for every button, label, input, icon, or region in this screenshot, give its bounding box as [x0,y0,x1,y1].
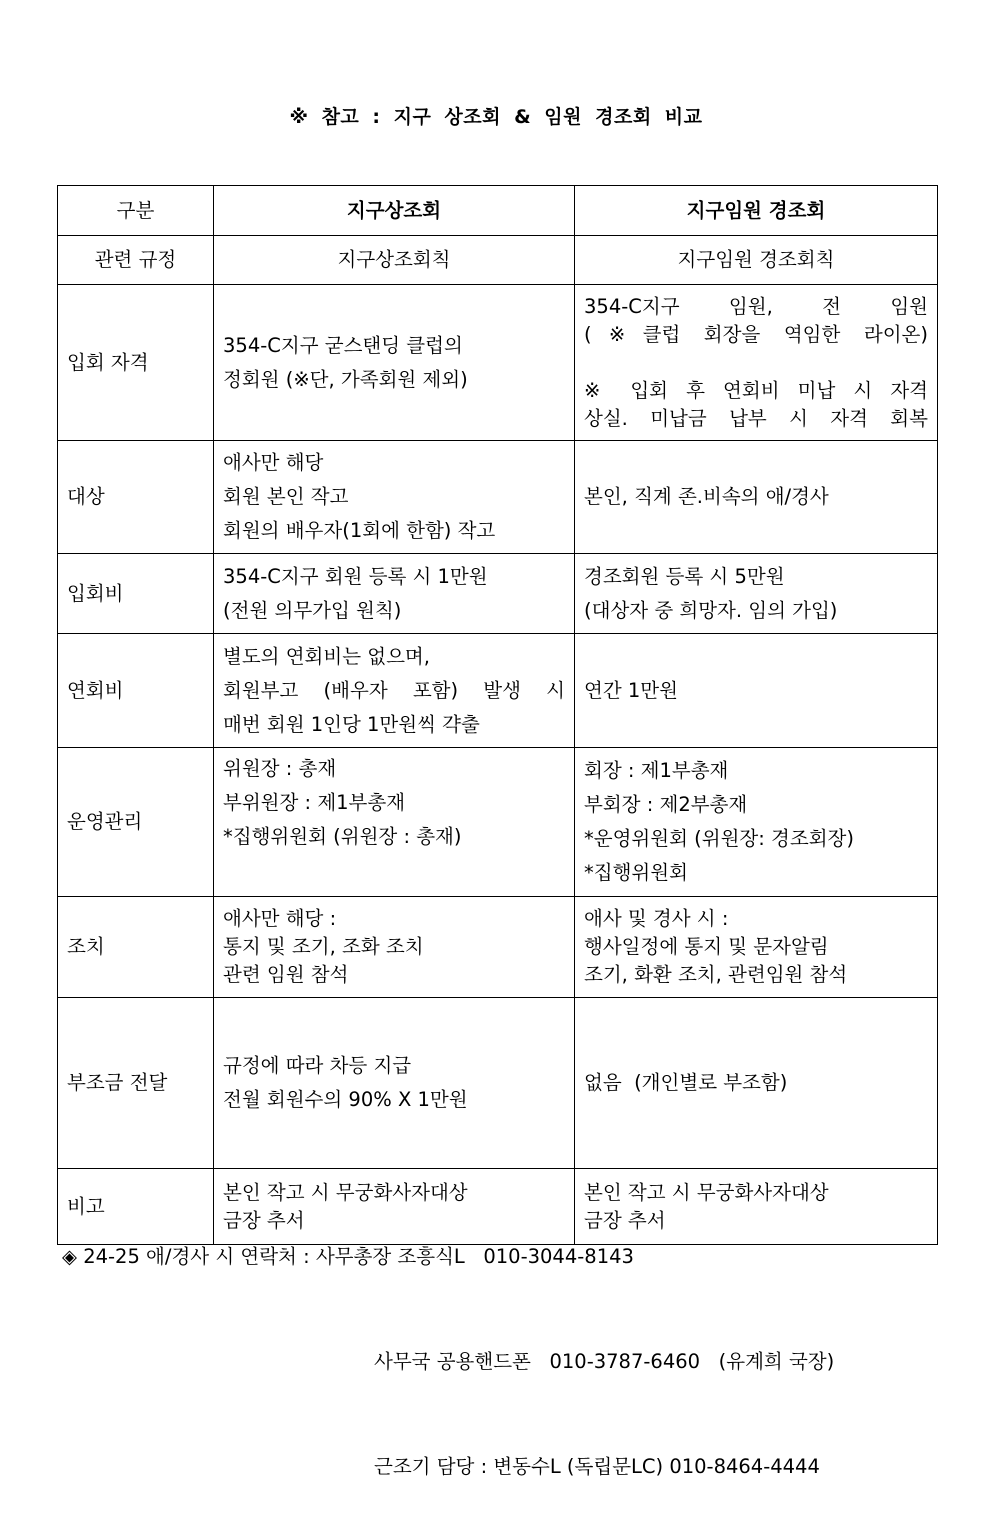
row-label: 조치 [58,897,214,998]
header-officer-congratulatory: 지구임원 경조회 [575,186,938,236]
contact-info [62,1169,834,1519]
row-label: 대상 [58,441,214,554]
cell-officer [575,897,938,998]
cell-line: 부회장 : 제2부총재 [584,793,748,816]
table-row-entry-fee [58,554,938,634]
cell-officer [575,634,938,748]
cell-line: 위원장 : 총재 [223,757,337,780]
cell-line: 354-C지구 회원 등록 시 1만원 [223,564,488,588]
cell-line: 금장 추서 [584,1208,666,1232]
contact-line-flag-manager: 근조기 담당 : 변동수L (독립문LC) 010-8464-4444 [374,1455,820,1478]
comparison-table [57,185,938,1245]
cell-line: 회원 본인 작고 [223,485,349,508]
cell-line: 지구상조회칙 [337,248,451,271]
cell-line: 회장 : 제1부총재 [584,759,729,782]
cell-officer [575,998,938,1169]
cell-line: 부위원장 : 제1부총재 [223,791,406,814]
row-label: 입회 자격 [58,285,214,441]
cell-line: 본인, 직계 존.비속의 애/경사 [584,485,829,508]
cell-line: 지구임원 경조회칙 [677,248,835,271]
cell-line: *운영위원회 (위원장: 경조회장) [584,827,854,850]
cell-line: 애사만 해당 [223,451,324,474]
cell-line: 통지 및 조기, 조화 조치 [223,935,424,958]
table-row-annual-fee [58,634,938,748]
contact-line-office-phone: 사무국 공용핸드폰 010-3787-6460 (유계희 국장) [374,1350,835,1373]
cell-mutual-aid [214,998,575,1169]
cell-line: 전월 회원수의 90% X 1만원 [223,1088,468,1111]
table-row-eligibility [58,285,938,441]
cell-line: 상실. 미납금 납부 시 자격 회복 [584,406,928,430]
row-label: 운영관리 [58,748,214,897]
row-label: 입회비 [58,554,214,634]
contact-line-secretary-general: ◈ 24-25 애/경사 시 연락처 : 사무총장 조흥식L 010-3044-8143 [62,1245,634,1268]
cell-line: 애사만 해당 : [223,907,337,930]
cell-line: ※ 입회 후 연회비 미납 시 자격 [584,378,928,402]
row-label: 관련 규정 [58,236,214,285]
cell-mutual-aid [214,236,575,285]
cell-mutual-aid [214,554,575,634]
cell-line: 경조회원 등록 시 5만원 [584,564,785,588]
cell-line: (※클럽 회장을 역임한 라이온) [584,322,928,346]
table-row-condolence-money [58,998,938,1169]
header-district-mutual-aid: 지구상조회 [214,186,575,236]
cell-line: 정회원 (※단, 가족회원 제외) [223,367,468,391]
cell-mutual-aid [214,897,575,998]
cell-mutual-aid [214,748,575,897]
cell-officer [575,236,938,285]
cell-line: 금장 추서 [223,1208,305,1232]
cell-line: 애사 및 경사 시 : [584,907,729,930]
cell-line: 별도의 연회비는 없으며, [223,644,430,668]
row-label: 부조금 전달 [58,998,214,1169]
cell-officer [575,748,938,897]
cell-line: 행사일정에 통지 및 문자알림 [584,935,829,958]
row-label: 비고 [58,1169,214,1245]
cell-spacer [584,349,928,377]
table-row-measures [58,897,938,998]
cell-line: 회원부고 (배우자 포함) 발생 시 [223,678,565,702]
table-header-row [58,186,938,236]
table-row-management [58,748,938,897]
cell-line: 매번 회원 1인당 1만원씩 갹출 [223,712,480,736]
cell-line: 없음 (개인별로 부조함) [584,1071,788,1094]
cell-line: 연간 1만원 [584,678,678,702]
cell-mutual-aid [214,285,575,441]
cell-line: 본인 작고 시 무궁화사자대상 [223,1180,468,1204]
cell-officer [575,554,938,634]
cell-officer [575,285,938,441]
cell-line: *집행위원회 [584,861,688,884]
cell-line: 조기, 화환 조치, 관련임원 참석 [584,963,848,986]
table-row-target [58,441,938,554]
cell-line: 354-C지구 굳스탠딩 클럽의 [223,333,463,357]
cell-line: 관련 임원 참석 [223,963,349,986]
cell-officer [575,441,938,554]
table-row-regulation [58,236,938,285]
cell-line: *집행위원회 (위원장 : 총재) [223,825,462,848]
cell-line: 회원의 배우자(1회에 한함) 작고 [223,519,496,542]
row-label: 연회비 [58,634,214,748]
cell-mutual-aid [214,634,575,748]
cell-line: 354-C지구 임원, 전 임원 [584,294,928,318]
cell-line: (대상자 중 희망자. 임의 가입) [584,598,838,622]
cell-line: (전원 의무가입 원칙) [223,598,402,622]
cell-line: 규정에 따라 차등 지급 [223,1054,412,1077]
header-category: 구분 [58,186,214,236]
cell-line: 본인 작고 시 무궁화사자대상 [584,1180,829,1204]
page-title: ※ 참고 : 지구 상조회 & 임원 경조회 비교 [289,106,703,128]
cell-mutual-aid [214,441,575,554]
